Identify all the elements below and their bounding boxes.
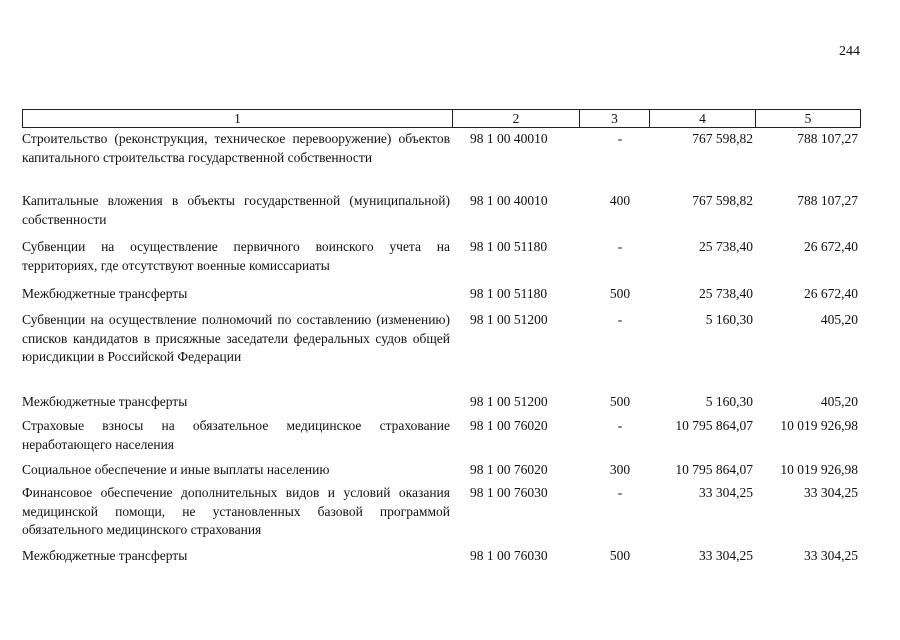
row-code: 98 1 00 40010 <box>470 193 548 208</box>
row-name: Финансовое обеспечение дополнительных видов и условий оказания медицинской помощи, не установленных базовой программой обязательного медицинского страхования <box>22 485 450 537</box>
row-name: Субвенции на осуществление полномочий по составлению (изменению) списков кандидатов в присяжные заседатели федеральных судов общей юрисдикции в Российской Федерации <box>22 312 450 364</box>
header-col-5: 5 <box>804 111 812 126</box>
row-value-5: 33 304,25 <box>804 548 858 563</box>
row-value-5: 405,20 <box>820 312 858 327</box>
row-code: 98 1 00 76030 <box>470 548 548 563</box>
row-value-4: 33 304,25 <box>699 548 753 563</box>
row-value-5: 26 672,40 <box>804 286 858 301</box>
row-name: Субвенции на осуществление первичного воинского учета на территориях, где отсутствуют военные комиссариаты <box>22 239 450 273</box>
table-header <box>22 109 861 128</box>
row-name: Капитальные вложения в объекты государственной (муниципальной) собственности <box>22 193 450 227</box>
row-value-5: 405,20 <box>820 394 858 409</box>
row-value-4: 5 160,30 <box>705 312 753 327</box>
row-type: 500 <box>609 286 631 301</box>
row-name: Страховые взносы на обязательное медицинское страхование неработающего населения <box>22 418 450 452</box>
row-type: 400 <box>609 193 631 208</box>
row-code: 98 1 00 51200 <box>470 394 548 409</box>
row-value-5: 33 304,25 <box>804 485 858 500</box>
header-col-2: 2 <box>453 110 580 127</box>
row-value-4: 767 598,82 <box>692 193 753 208</box>
row-type: - <box>617 312 623 327</box>
row-value-5: 10 019 926,98 <box>780 418 858 433</box>
header-col-3: 3 <box>580 110 650 127</box>
row-value-4: 10 795 864,07 <box>675 462 753 477</box>
row-value-5: 788 107,27 <box>797 193 858 208</box>
row-type: 500 <box>609 548 631 563</box>
row-code: 98 1 00 76020 <box>470 462 548 477</box>
row-value-5: 788 107,27 <box>797 131 858 146</box>
row-name: Межбюджетные трансферты <box>22 286 188 301</box>
row-code: 98 1 00 51180 <box>470 239 548 254</box>
row-code: 98 1 00 51200 <box>470 312 548 327</box>
row-value-5: 10 019 926,98 <box>780 462 858 477</box>
row-type: - <box>617 131 623 146</box>
row-type: 500 <box>609 394 631 409</box>
row-code: 98 1 00 51180 <box>470 286 548 301</box>
row-name: Межбюджетные трансферты <box>22 394 188 409</box>
row-type: - <box>617 239 623 254</box>
header-col-4: 4 <box>650 110 756 127</box>
row-code: 98 1 00 40010 <box>470 131 548 146</box>
row-code: 98 1 00 76030 <box>470 485 548 500</box>
row-value-4: 5 160,30 <box>705 394 753 409</box>
row-value-5: 26 672,40 <box>804 239 858 254</box>
row-type: - <box>617 485 623 500</box>
row-value-4: 25 738,40 <box>699 239 753 254</box>
header-col-1: 1 <box>23 110 453 127</box>
row-type: 300 <box>609 462 631 477</box>
row-type: - <box>617 418 623 433</box>
row-code: 98 1 00 76020 <box>470 418 548 433</box>
row-value-4: 33 304,25 <box>699 485 753 500</box>
row-value-4: 10 795 864,07 <box>675 418 753 433</box>
row-name: Социальное обеспечение и иные выплаты населению <box>22 462 330 477</box>
row-name: Строительство (реконструкция, техническое перевооружение) объектов капитального строительства государственной собственности <box>22 131 450 165</box>
row-name: Межбюджетные трансферты <box>22 548 188 563</box>
row-value-4: 767 598,82 <box>692 131 753 146</box>
row-value-4: 25 738,40 <box>699 286 753 301</box>
page-number: 244 <box>839 44 860 59</box>
